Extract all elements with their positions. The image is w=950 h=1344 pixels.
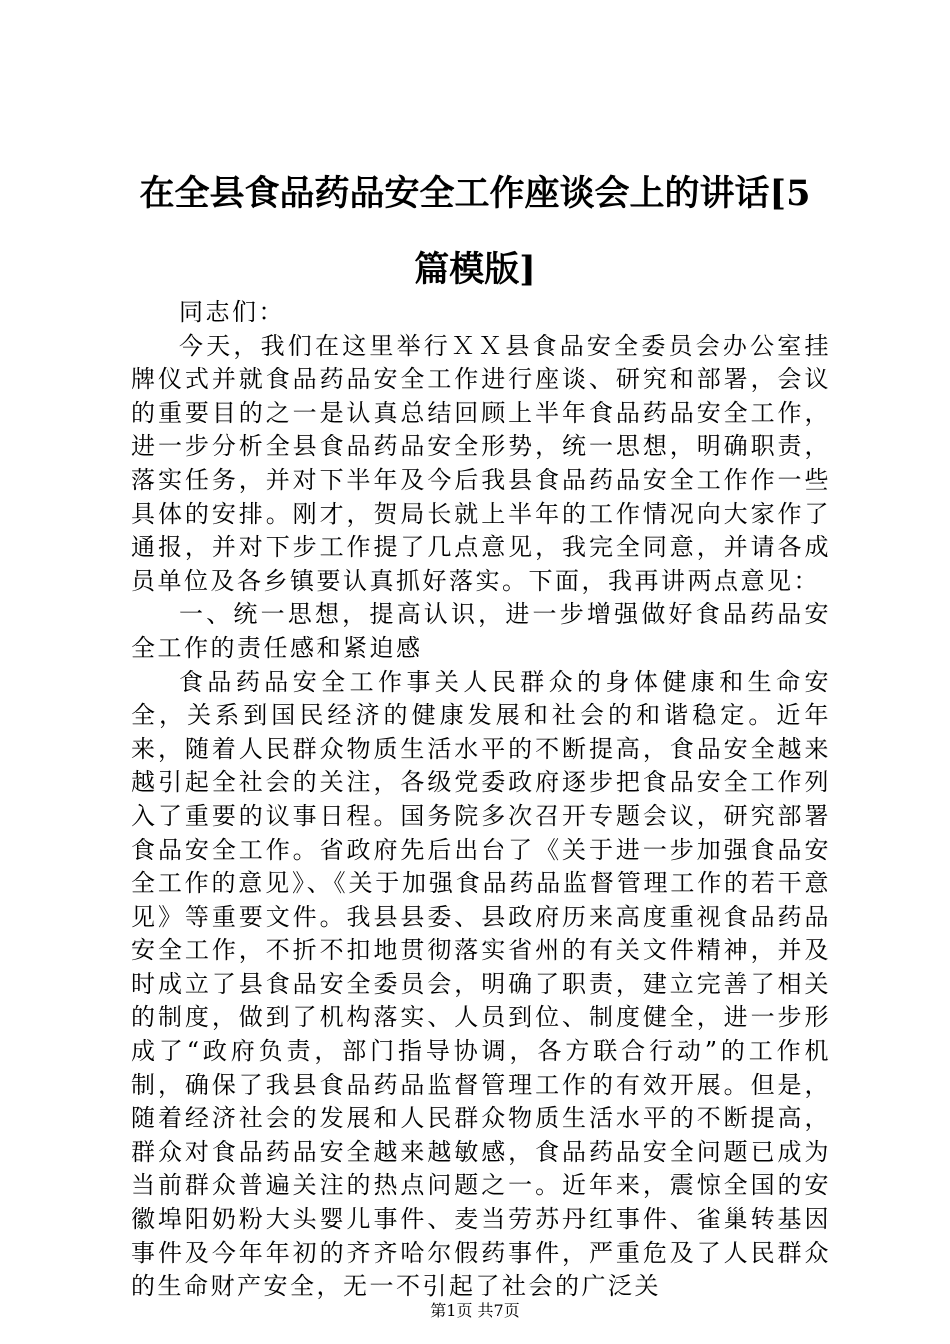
- document-body: [131, 296, 831, 1304]
- page-footer: 第1页 共7页: [430, 1301, 520, 1320]
- title-line-2: 篇模版]: [414, 249, 536, 290]
- paragraph-intro: 今天，我们在这里举行ＸＸ县食品安全委员会办公室挂牌仪式并就食品药品安全工作进行座谈、研究和部署，会议的重要目的之一是认真总结回顾上半年食品药品安全工作，进一步分析全县食品药品安全形势，统一思想，明确职责，落实任务，并对下半年及今后我县食品药品安全工作作一些具体的安排。刚才，贺局长就上半年的工作情况向大家作了通报，并对下步工作提了几点意见，我完全同意，并请各成员单位及各乡镇要认真抓好落实。下面，我再讲两点意见：: [131, 331, 831, 595]
- paragraph-section-1: 食品药品安全工作事关人民群众的身体健康和生命安全，关系到国民经济的健康发展和社会的和谐稳定。近年来，随着人民群众物质生活水平的不断提高，食品安全越来越引起全社会的关注，各级党委政府逐步把食品安全工作列入了重要的议事日程。国务院多次召开专题会议，研究部署食品安全工作。省政府先后出台了《关于进一步加强食品安全工作的意见》、《关于加强食品药品监督管理工作的若干意见》等重要文件。我县县委、县政府历来高度重视食品药品安全工作，不折不扣地贯彻落实省州的有关文件精神，并及时成立了县食品安全委员会，明确了职责，建立完善了相关的制度，做到了机构落实、人员到位、制度健全，进一步形成了“政府负责，部门指导协调，各方联合行动”的工作机制，确保了我县食品药品监督管理工作的有效开展。但是，随着经济社会的发展和人民群众物质生活水平的不断提高，群众对食品药品安全越来越敏感，食品药品安全问题已成为当前群众普遍关注的热点问题之一。近年来，震惊全国的安徽埠阳奶粉大头婴儿事件、麦当劳苏丹红事件、雀巢转基因事件及今年年初的齐齐哈尔假药事件，严重危及了人民群众的生命财产安全，无一不引起了社会的广泛关: [131, 667, 831, 1301]
- section-heading-1: 一、统一思想，提高认识，进一步增强做好食品药品安全工作的责任感和紧迫感: [131, 600, 831, 662]
- salutation: 同志们：: [179, 298, 285, 326]
- document-title: [120, 156, 830, 308]
- title-line-1: 在全县食品药品安全工作座谈会上的讲话[5: [139, 173, 811, 214]
